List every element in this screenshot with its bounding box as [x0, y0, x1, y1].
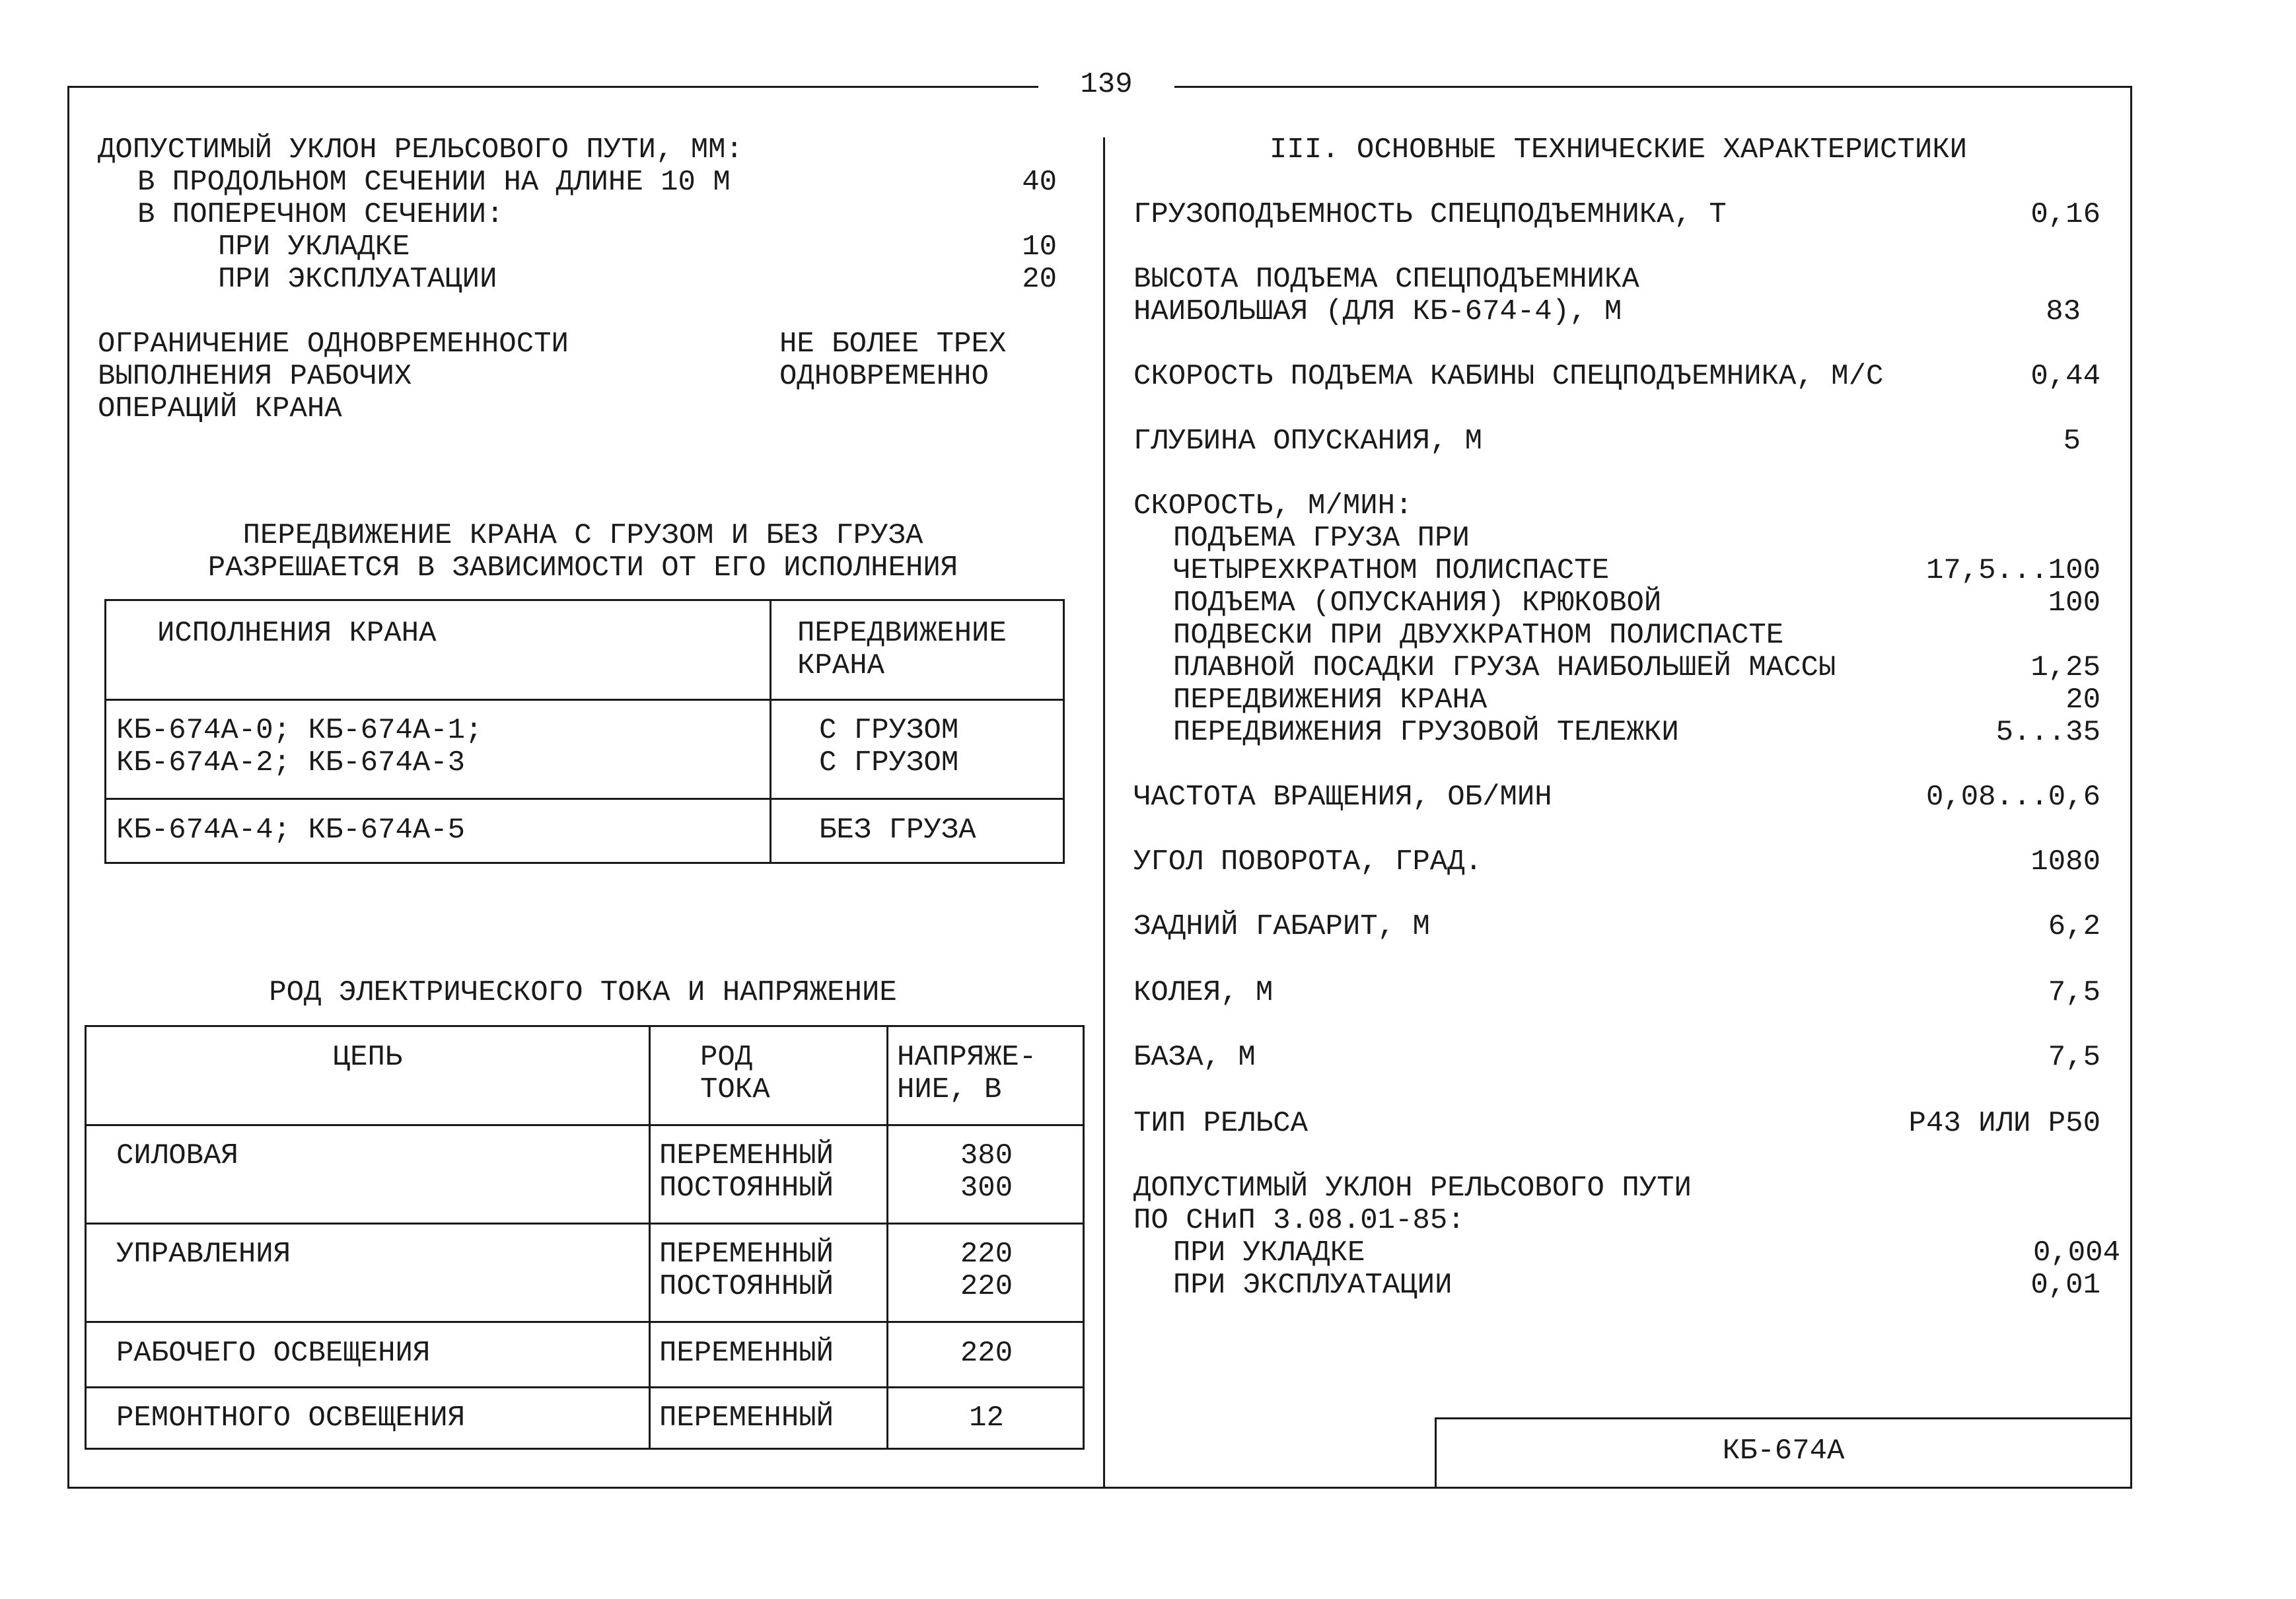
section-title: III. ОСНОВНЫЕ ТЕХНИЧЕСКИЕ ХАРАКТЕРИСТИКИ: [1269, 133, 1968, 166]
speed-load-lift-2: ЧЕТЫРЕХКРАТНОМ ПОЛИСПАСТЕ: [1173, 554, 1610, 587]
movement-title-2: РАЗРЕШАЕТСЯ В ЗАВИСИМОСТИ ОТ ЕГО ИСПОЛНЕНИЯ: [207, 551, 958, 585]
current-row-1-kind-1: ПЕРЕМЕННЫЙ: [659, 1139, 834, 1172]
current-row-3-circuit: РАБОЧЕГО ОСВЕЩЕНИЯ: [116, 1337, 431, 1370]
current-header-kind-2: ТОКА: [700, 1073, 770, 1106]
current-row-2-kind-2: ПОСТОЯННЫЙ: [659, 1270, 834, 1303]
frame-top-right: [1174, 86, 2132, 88]
speed-hook-2: ПОДВЕСКИ ПРИ ДВУХКРАТНОМ ПОЛИСПАСТЕ: [1173, 619, 1784, 652]
movement-table-hrule-2: [104, 798, 1065, 800]
limit-label-2: ВЫПОЛНЕНИЯ РАБОЧИХ: [98, 360, 412, 393]
rail-type-label: ТИП РЕЛЬСА: [1133, 1107, 1309, 1140]
current-row-4-voltage-1: 12: [969, 1402, 1004, 1435]
speed-hook-value: 100: [2048, 586, 2100, 620]
movement-row-2-version-1: КБ-674А-4; КБ-674А-5: [116, 814, 466, 847]
slope-operation-label: ПРИ ЭКСПЛУАТАЦИИ: [218, 263, 497, 296]
speed-landing: ПЛАВНОЙ ПОСАДКИ ГРУЗА НАИБОЛЬШЕЙ МАССЫ: [1173, 651, 1836, 684]
document-code: КБ-674А: [1722, 1435, 1845, 1468]
speed-landing-value: 1,25: [2030, 651, 2100, 684]
movement-row-1-version-1: КБ-674А-0; КБ-674А-1;: [116, 714, 483, 747]
rotation-angle-label: УГОЛ ПОВОРОТА, ГРАД.: [1133, 845, 1483, 878]
speed-hook-1: ПОДЪЕМА (ОПУСКАНИЯ) КРЮКОВОЙ: [1173, 586, 1662, 620]
rotation-freq-label: ЧАСТОТА ВРАЩЕНИЯ, ОБ/МИН: [1133, 781, 1552, 814]
movement-row-2-movement-1: БЕЗ ГРУЗА: [819, 814, 976, 847]
current-header-kind-1: РОД: [700, 1041, 753, 1074]
slope-long-label: В ПРОДОЛЬНОМ СЕЧЕНИИ НА ДЛИНЕ 10 М: [137, 166, 731, 199]
movement-title-1: ПЕРЕДВИЖЕНИЕ КРАНА С ГРУЗОМ И БЕЗ ГРУЗА: [242, 519, 923, 552]
speed-trolley-value: 5...35: [1995, 716, 2100, 749]
limit-label-3: ОПЕРАЦИЙ КРАНА: [98, 392, 342, 425]
slope-title: ДОПУСТИМЫЙ УКЛОН РЕЛЬСОВОГО ПУТИ, ММ:: [98, 133, 743, 166]
rotation-freq-value: 0,08...0,6: [1925, 781, 2100, 814]
page-number: 139: [1080, 68, 1133, 101]
current-header-voltage-1: НАПРЯЖЕ-: [897, 1041, 1037, 1074]
current-row-3-kind-1: ПЕРЕМЕННЫЙ: [659, 1337, 834, 1370]
current-row-3-voltage-1: 220: [960, 1337, 1013, 1370]
cabin-speed-label: СКОРОСТЬ ПОДЪЕМА КАБИНЫ СПЕЦПОДЪЕМНИКА, М/С: [1133, 360, 1884, 393]
speed-crane-travel-value: 20: [2065, 684, 2100, 717]
track-value: 7,5: [2048, 976, 2100, 1009]
depth-label: ГЛУБИНА ОПУСКАНИЯ, М: [1133, 425, 1483, 458]
capacity-label: ГРУЗОПОДЪЕМНОСТЬ СПЕЦПОДЪЕМНИКА, Т: [1133, 198, 1727, 231]
base-label: БАЗА, М: [1133, 1041, 1256, 1074]
current-table-hrule-4: [85, 1386, 1085, 1388]
slope-laying-value: 10: [1022, 231, 1057, 264]
speed-title: СКОРОСТЬ, М/МИН:: [1133, 489, 1413, 522]
track-label: КОЛЕЯ, М: [1133, 976, 1274, 1009]
current-row-4-kind-1: ПЕРЕМЕННЫЙ: [659, 1402, 834, 1435]
movement-table-col: [770, 599, 771, 864]
movement-row-1-version-2: КБ-674А-2; КБ-674А-3: [116, 746, 466, 779]
current-row-4-circuit: РЕМОНТНОГО ОСВЕЩЕНИЯ: [116, 1402, 466, 1435]
slope-operation-value: 20: [1022, 263, 1057, 296]
rotation-angle-value: 1080: [2030, 845, 2100, 878]
limit-label-1: ОГРАНИЧЕНИЕ ОДНОВРЕМЕННОСТИ: [98, 328, 569, 361]
current-header-voltage-2: НИЕ, В: [897, 1073, 1002, 1106]
rear-clearance-label: ЗАДНИЙ ГАБАРИТ, М: [1133, 910, 1430, 943]
movement-row-1-movement-1: С ГРУЗОМ: [819, 714, 959, 747]
movement-table-hrule-1: [104, 699, 1065, 701]
rear-clearance-value: 6,2: [2048, 910, 2100, 943]
current-header-circuit: ЦЕПЬ: [332, 1041, 403, 1074]
current-row-2-voltage-2: 220: [960, 1270, 1013, 1303]
frame-right: [2130, 86, 2132, 1489]
speed-crane-travel: ПЕРЕДВИЖЕНИЯ КРАНА: [1173, 684, 1488, 717]
capacity-value: 0,16: [2030, 198, 2100, 231]
current-row-1-kind-2: ПОСТОЯННЫЙ: [659, 1172, 834, 1205]
current-table-hrule-2: [85, 1223, 1085, 1225]
slope-laying-label: ПРИ УКЛАДКЕ: [218, 231, 410, 264]
lift-height-label-1: ВЫСОТА ПОДЪЕМА СПЕЦПОДЪЕМНИКА: [1133, 263, 1639, 296]
current-row-2-circuit: УПРАВЛЕНИЯ: [116, 1238, 291, 1271]
lift-height-value: 83: [2046, 295, 2081, 328]
frame-top-left: [67, 86, 1038, 88]
speed-load-lift-1: ПОДЪЕМА ГРУЗА ПРИ: [1173, 522, 1470, 555]
current-row-1-voltage-2: 300: [960, 1172, 1013, 1205]
snip-slope-label-2: ПО СНиП 3.08.01-85:: [1133, 1204, 1465, 1237]
snip-slope-laying-value: 0,004: [2032, 1236, 2120, 1269]
depth-value: 5: [2063, 425, 2081, 458]
current-table-hrule-3: [85, 1321, 1085, 1323]
movement-header-versions: ИСПОЛНЕНИЯ КРАНА: [157, 617, 437, 650]
snip-slope-operation-label: ПРИ ЭКСПЛУАТАЦИИ: [1173, 1269, 1453, 1302]
lift-height-label-2: НАИБОЛЬШАЯ (ДЛЯ КБ-674-4), М: [1133, 295, 1622, 328]
movement-header-movement-2: КРАНА: [797, 649, 885, 682]
limit-value-1: НЕ БОЛЕЕ ТРЕХ: [779, 328, 1007, 361]
slope-cross-title: В ПОПЕРЕЧНОМ СЕЧЕНИИ:: [137, 198, 504, 231]
column-divider: [1103, 137, 1105, 1489]
snip-slope-label-1: ДОПУСТИМЫЙ УКЛОН РЕЛЬСОВОГО ПУТИ: [1133, 1172, 1692, 1205]
frame-left: [67, 86, 69, 1489]
current-row-1-voltage-1: 380: [960, 1139, 1013, 1172]
speed-trolley: ПЕРЕДВИЖЕНИЯ ГРУЗОВОЙ ТЕЛЕЖКИ: [1173, 716, 1679, 749]
cabin-speed-value: 0,44: [2030, 360, 2100, 393]
limit-value-2: ОДНОВРЕМЕННО: [779, 360, 989, 393]
movement-header-movement-1: ПЕРЕДВИЖЕНИЕ: [797, 617, 1007, 650]
current-title: РОД ЭЛЕКТРИЧЕСКОГО ТОКА И НАПРЯЖЕНИЕ: [269, 976, 897, 1009]
movement-row-1-movement-2: С ГРУЗОМ: [819, 746, 959, 779]
current-row-1-circuit: СИЛОВАЯ: [116, 1139, 238, 1172]
snip-slope-laying-label: ПРИ УКЛАДКЕ: [1173, 1236, 1365, 1269]
rail-type-value: Р43 ИЛИ Р50: [1908, 1107, 2100, 1140]
current-table-hrule-1: [85, 1124, 1085, 1126]
speed-load-lift-value: 17,5...100: [1925, 554, 2100, 587]
current-row-2-voltage-1: 220: [960, 1238, 1013, 1271]
current-row-2-kind-1: ПЕРЕМЕННЫЙ: [659, 1238, 834, 1271]
base-value: 7,5: [2048, 1041, 2100, 1074]
snip-slope-operation-value: 0,01: [2030, 1269, 2100, 1302]
slope-long-value: 40: [1022, 166, 1057, 199]
